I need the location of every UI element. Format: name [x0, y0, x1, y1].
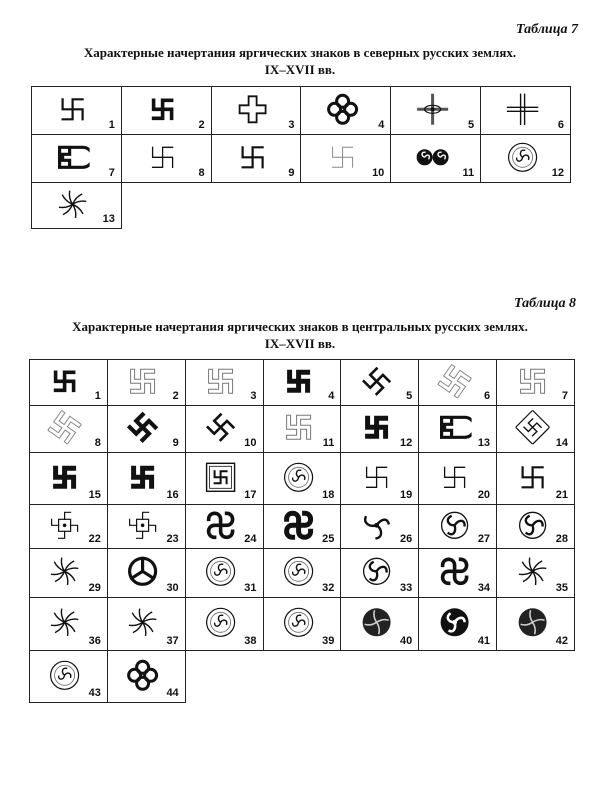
table7-empty-cell [391, 183, 481, 229]
heavy-swastika-icon [282, 364, 316, 398]
table7-title: Характерные начертания яргических знаков в северных русских землях. [83, 45, 517, 60]
table8-cell [419, 360, 497, 406]
table8-cell [341, 360, 419, 406]
sign-number: 12 [399, 437, 413, 449]
swastika-bold-icon [146, 92, 180, 126]
table8-row [30, 505, 575, 549]
table8-cell [263, 598, 341, 651]
table8-cell [497, 505, 575, 549]
table8-row [30, 598, 575, 651]
table8-cell [185, 598, 263, 651]
table8-cell [107, 505, 185, 549]
circle-spiral-icon [204, 605, 238, 639]
table8-cell [30, 406, 108, 453]
table8-cell [263, 360, 341, 406]
sign-number: 4 [378, 119, 385, 131]
s-swastika-icon [437, 554, 471, 588]
circle-triskelion-icon [359, 554, 393, 588]
table7-cell [301, 87, 391, 135]
sign-number: 35 [555, 582, 568, 594]
table7-period: IX–XVII вв. [264, 62, 336, 77]
diamond-swastika-icon [515, 410, 549, 444]
framed-swastika-icon [204, 460, 238, 494]
table8-cell [185, 549, 263, 598]
table8-cell [30, 505, 108, 549]
sign-number: 17 [244, 489, 257, 501]
outline-swastika-icon [126, 364, 160, 398]
thin-swastika-icon [437, 460, 471, 494]
thin-swastika-icon [359, 460, 393, 494]
sign-number: 30 [166, 582, 179, 594]
table8-empty-cell [497, 651, 575, 703]
table8-cell [185, 406, 263, 453]
sign-number: 37 [166, 635, 179, 647]
table7-row [32, 183, 571, 229]
heavy-swastika-icon [126, 460, 160, 494]
sign-number: 36 [88, 635, 101, 647]
heavy-swastika-icon [359, 410, 393, 444]
table7-empty-cell [211, 183, 301, 229]
table8-cell [497, 598, 575, 651]
sign-number: 4 [328, 390, 335, 402]
sign-number: 2 [172, 390, 179, 402]
table8-empty-cell [419, 651, 497, 703]
whirl-sun-icon [126, 605, 160, 639]
table8-cell [107, 598, 185, 651]
circle-spiral-icon [505, 140, 539, 174]
table8-cell [497, 406, 575, 453]
table8-cell [185, 360, 263, 406]
table8-cell [341, 549, 419, 598]
sign-number: 8 [198, 167, 205, 179]
table7-cell [32, 135, 122, 183]
sign-number: 5 [468, 119, 475, 131]
sign-number: 8 [94, 437, 101, 449]
circle-spiral-icon [204, 554, 238, 588]
table8-cell [341, 598, 419, 651]
table7-row [32, 135, 571, 183]
table7-empty-cell [121, 183, 211, 229]
circle-triskelion-bold-icon [126, 554, 160, 588]
double-triskelion-icon [415, 140, 449, 174]
table7-cell [121, 87, 211, 135]
table8-cell [30, 453, 108, 505]
sign-number: 5 [406, 390, 413, 402]
sign-number: 9 [288, 167, 295, 179]
sign-number: 1 [94, 390, 101, 402]
sign-number: 44 [166, 687, 179, 699]
sign-number: 41 [477, 635, 491, 647]
heavy-swastika-icon [48, 460, 82, 494]
thin-swastika-icon [146, 140, 180, 174]
cross-with-eye-icon [415, 92, 449, 126]
sign-number: 25 [322, 533, 335, 545]
table8-cell [263, 549, 341, 598]
sign-number: 6 [483, 390, 491, 402]
sign-number: 11 [322, 437, 335, 449]
whirl-sun-icon [56, 187, 90, 221]
circle-spiral-icon [282, 460, 316, 494]
circle-spiral-icon [48, 658, 82, 692]
table7-cell [121, 135, 211, 183]
sign-number: 7 [561, 390, 568, 402]
table7-grid [31, 86, 571, 229]
meander-knot-icon [437, 410, 471, 444]
sign-number: 9 [172, 437, 179, 449]
triskelion-icon [359, 508, 393, 542]
simple-swastika-icon [515, 460, 549, 494]
tilted-swastika-icon [359, 364, 393, 398]
sign-number: 3 [288, 119, 295, 131]
table7-cell [32, 183, 122, 229]
meander-knot-icon [56, 140, 90, 174]
sign-number: 10 [244, 437, 257, 449]
table8-cell [263, 406, 341, 453]
table8-cell [419, 505, 497, 549]
sign-number: 22 [88, 533, 101, 545]
table7-cell [211, 87, 301, 135]
sign-number: 19 [399, 489, 413, 501]
table8-cell [341, 406, 419, 453]
looped-cross-icon [236, 92, 270, 126]
table8-row [30, 651, 575, 703]
table7-cell [301, 135, 391, 183]
table8-cell [419, 453, 497, 505]
table8-title: Характерные начертания яргических знаков в центральных русских землях. [72, 319, 528, 334]
table8-period: IX–XVII вв. [264, 336, 336, 351]
dark-whirl-icon [359, 605, 393, 639]
table8-cell [30, 598, 108, 651]
table7-cell [391, 87, 481, 135]
table8-cell [107, 406, 185, 453]
table8-empty-cell [341, 651, 419, 703]
sign-number: 2 [198, 119, 205, 131]
sign-number: 40 [399, 635, 413, 647]
table8-row [30, 360, 575, 406]
s-swastika-bold-icon [282, 508, 316, 542]
table8-cell [341, 453, 419, 505]
table8-cell [185, 505, 263, 549]
sign-number: 26 [399, 533, 413, 545]
tilted-outline-swastika-icon [48, 410, 82, 444]
faint-swastika-icon [325, 140, 359, 174]
circle-spiral-icon [282, 605, 316, 639]
sign-number: 34 [477, 582, 491, 594]
whirl-sun-icon [515, 554, 549, 588]
sign-number: 15 [88, 489, 101, 501]
dot-swastika-icon [126, 508, 160, 542]
sign-number: 27 [477, 533, 491, 545]
table8-cell [107, 651, 185, 703]
table8-cell [30, 549, 108, 598]
table8-cell [497, 549, 575, 598]
table8-cell [341, 505, 419, 549]
dark-triskelion-icon [437, 605, 471, 639]
table8-grid [29, 359, 575, 703]
table7-cell [32, 87, 122, 135]
table8-cell [30, 651, 108, 703]
table8-row [30, 406, 575, 453]
looped-cross-bold-icon [325, 92, 359, 126]
sign-number: 20 [477, 489, 491, 501]
table8-cell [419, 598, 497, 651]
sign-number: 42 [555, 635, 568, 647]
sign-number: 3 [250, 390, 257, 402]
simple-swastika-icon [236, 140, 270, 174]
sign-number: 14 [555, 437, 568, 449]
table8-cell [263, 453, 341, 505]
table7-cell [481, 87, 571, 135]
sign-number: 18 [322, 489, 335, 501]
sign-number: 31 [244, 582, 257, 594]
table7-empty-cell [301, 183, 391, 229]
sign-number: 24 [244, 533, 257, 545]
circle-spiral-icon [282, 554, 316, 588]
table8-cell [107, 360, 185, 406]
swastika-bold-icon [48, 364, 82, 398]
table8-cell [419, 406, 497, 453]
table8-empty-cell [263, 651, 341, 703]
table7-row [32, 87, 571, 135]
table8-cell [497, 360, 575, 406]
looped-cross-bold-icon [126, 658, 160, 692]
sign-number: 43 [88, 687, 101, 699]
table8-row [30, 549, 575, 598]
dark-whirl-icon [515, 605, 549, 639]
sign-number: 38 [244, 635, 257, 647]
table8-label: Таблица 8 [514, 296, 576, 311]
swastika-left-icon [56, 92, 90, 126]
sign-number: 28 [555, 533, 568, 545]
table8-empty-cell [185, 651, 263, 703]
sign-number: 23 [166, 533, 179, 545]
table7-cell [211, 135, 301, 183]
circle-triskelion-icon [437, 508, 471, 542]
sign-number: 13 [102, 213, 115, 225]
s-swastika-icon [204, 508, 238, 542]
sign-number: 7 [108, 167, 115, 179]
double-line-cross-icon [505, 92, 539, 126]
table8-cell [263, 505, 341, 549]
table8-cell [185, 453, 263, 505]
sign-number: 12 [551, 167, 564, 179]
sign-number: 39 [322, 635, 335, 647]
sign-number: 13 [477, 437, 491, 449]
sign-number: 21 [555, 489, 568, 501]
table7-label: Таблица 7 [516, 22, 578, 37]
circle-triskelion-icon [515, 508, 549, 542]
table7-cell [391, 135, 481, 183]
sign-number: 11 [462, 167, 475, 179]
sign-number: 16 [166, 489, 179, 501]
table7-cell [481, 135, 571, 183]
table8-cell [107, 453, 185, 505]
sign-number: 32 [322, 582, 335, 594]
tilted-swastika-icon [204, 410, 238, 444]
sign-number: 33 [399, 582, 413, 594]
sign-number: 6 [557, 119, 564, 131]
tilted-outline-swastika-icon [437, 364, 471, 398]
sign-number: 10 [372, 167, 385, 179]
table8-cell [107, 549, 185, 598]
tilted-swastika-bold-icon [126, 410, 160, 444]
table8-cell [497, 453, 575, 505]
outline-swastika-icon [282, 410, 316, 444]
outline-swastika-icon [515, 364, 549, 398]
table8-row [30, 453, 575, 505]
sign-number: 29 [88, 582, 101, 594]
table8-cell [419, 549, 497, 598]
dot-swastika-icon [48, 508, 82, 542]
table8-cell [30, 360, 108, 406]
outline-swastika-icon [204, 364, 238, 398]
table7-empty-cell [481, 183, 571, 229]
whirl-sun-icon [48, 605, 82, 639]
sign-number: 1 [108, 119, 115, 131]
whirl-sun-icon [48, 554, 82, 588]
